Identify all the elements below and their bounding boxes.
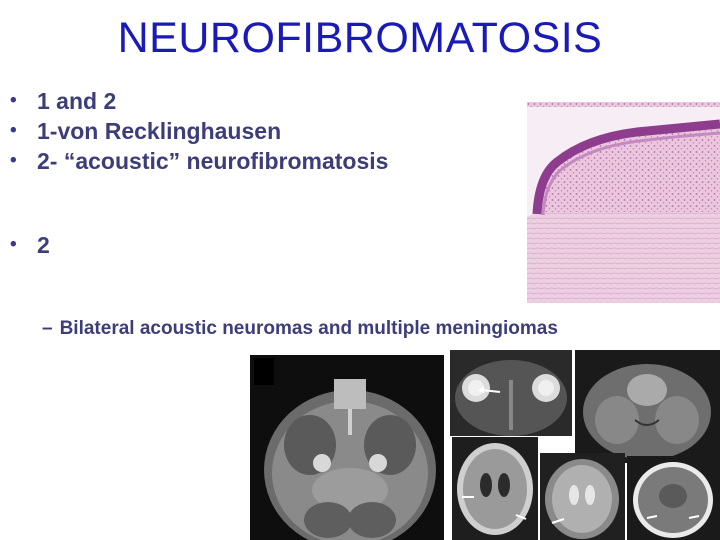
flair-brain-mri-image (452, 437, 538, 540)
skin-histology-image (527, 102, 720, 303)
sub-bullet (42, 318, 558, 340)
bullet-text: 2- “acoustic” neurofibromatosis (37, 148, 389, 174)
bullet-text: 2 (37, 232, 50, 258)
sub-bullet-marker: – (42, 318, 53, 339)
bullet-item (10, 86, 388, 116)
bullet-marker: • (10, 150, 17, 171)
posterior-fossa-mri-image (575, 350, 720, 463)
bullet-item (10, 230, 388, 260)
t2-brain-mri-image (540, 453, 625, 540)
ct-brain-image (627, 456, 720, 540)
bullet-text: 1-von Recklinghausen (37, 118, 282, 144)
bullet-marker: • (10, 90, 17, 111)
slide-title: NEUROFIBROMATOSIS (117, 14, 603, 62)
bullet-item (10, 146, 388, 176)
orbit-mri-image (450, 350, 572, 436)
bullet-text: 1 and 2 (37, 88, 117, 114)
bullet-marker: • (10, 120, 17, 141)
axial-mri-image (250, 355, 444, 540)
sub-bullet-text: Bilateral acoustic neuromas and multiple meningiomas (59, 318, 558, 339)
bullet-list (10, 86, 388, 260)
bullet-item (10, 116, 388, 146)
bullet-marker: • (10, 234, 17, 255)
